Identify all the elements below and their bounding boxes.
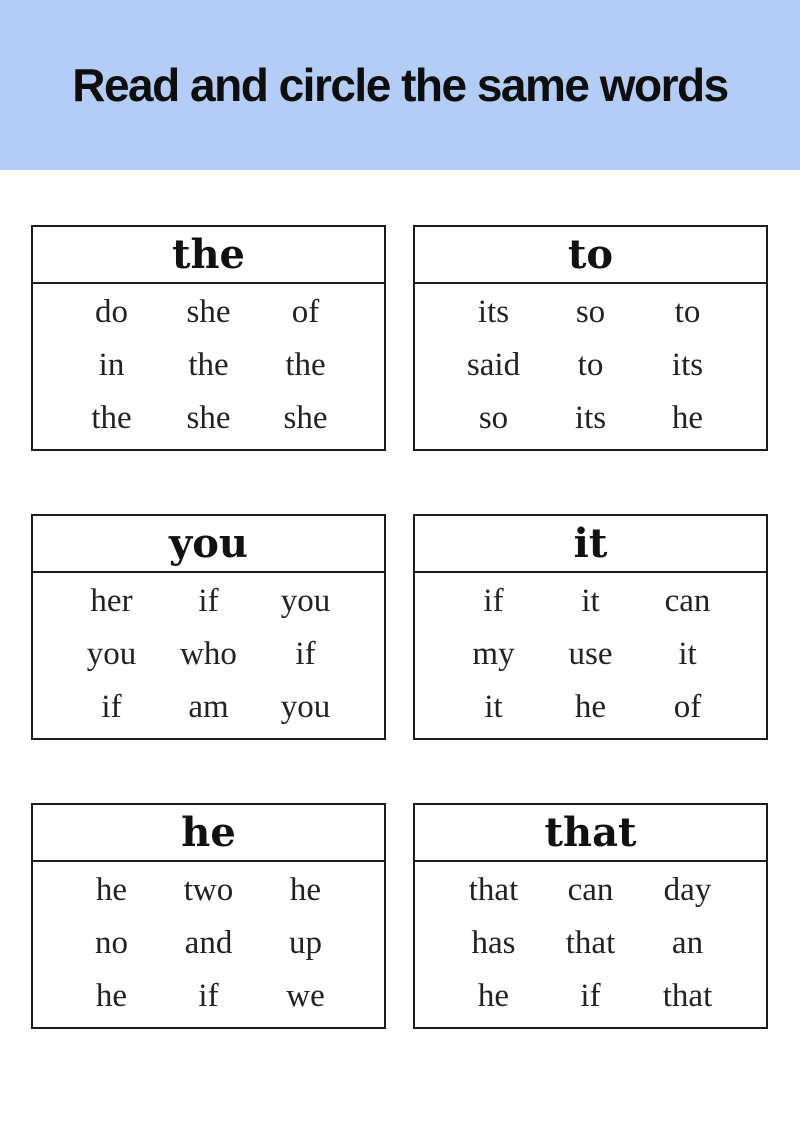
- target-word-header: [415, 227, 766, 284]
- word-grid: [33, 284, 384, 449]
- word-grid: [415, 573, 766, 738]
- word-cell[interactable]: if: [483, 583, 504, 619]
- word-cell[interactable]: no: [95, 925, 128, 961]
- word-cell[interactable]: if: [198, 583, 219, 619]
- word-cell[interactable]: he: [671, 400, 704, 436]
- word-cell[interactable]: do: [95, 294, 128, 330]
- word-cell[interactable]: who: [180, 636, 237, 672]
- word-cell[interactable]: an: [671, 925, 704, 961]
- word-cell[interactable]: use: [568, 636, 613, 672]
- word-cell[interactable]: am: [188, 689, 229, 725]
- word-cell[interactable]: he: [477, 978, 510, 1014]
- word-cell[interactable]: in: [98, 347, 125, 383]
- word-cell[interactable]: if: [101, 689, 122, 725]
- page-title: Read and circle the same words: [72, 59, 728, 111]
- word-cell[interactable]: that: [565, 925, 616, 961]
- word-cell[interactable]: the: [91, 400, 132, 436]
- word-cell[interactable]: up: [289, 925, 322, 961]
- word-grid: [415, 284, 766, 449]
- word-cell[interactable]: you: [86, 636, 137, 672]
- word-cell[interactable]: can: [664, 583, 711, 619]
- word-cell[interactable]: the: [188, 347, 229, 383]
- word-cell[interactable]: of: [291, 294, 320, 330]
- word-cell[interactable]: he: [95, 872, 128, 908]
- word-cell[interactable]: her: [90, 583, 133, 619]
- word-cell[interactable]: it: [678, 636, 697, 672]
- word-cell[interactable]: if: [295, 636, 316, 672]
- target-word: that: [544, 808, 637, 856]
- target-word-header: [415, 516, 766, 573]
- word-cell[interactable]: day: [663, 872, 712, 908]
- word-cell[interactable]: you: [280, 689, 331, 725]
- word-cell[interactable]: that: [662, 978, 713, 1014]
- word-grid: [415, 862, 766, 1027]
- word-cell[interactable]: and: [184, 925, 233, 961]
- target-word: you: [168, 519, 248, 567]
- word-cell[interactable]: has: [471, 925, 516, 961]
- word-cell[interactable]: he: [95, 978, 128, 1014]
- word-cell[interactable]: its: [671, 347, 704, 383]
- target-word-header: [33, 805, 384, 862]
- word-boxes-grid: [0, 170, 800, 1029]
- target-word: the: [171, 230, 245, 278]
- word-cell[interactable]: she: [186, 400, 231, 436]
- word-box: [31, 225, 386, 451]
- word-box: [31, 803, 386, 1029]
- word-cell[interactable]: my: [472, 636, 515, 672]
- title-banner: [0, 0, 800, 170]
- word-cell[interactable]: said: [466, 347, 521, 383]
- word-box: [413, 514, 768, 740]
- word-cell[interactable]: that: [468, 872, 519, 908]
- word-box: [413, 803, 768, 1029]
- word-box: [31, 514, 386, 740]
- word-cell[interactable]: to: [577, 347, 604, 383]
- word-cell[interactable]: to: [674, 294, 701, 330]
- word-cell[interactable]: she: [186, 294, 231, 330]
- word-cell[interactable]: it: [581, 583, 600, 619]
- target-word: it: [573, 519, 608, 567]
- target-word-header: [33, 227, 384, 284]
- word-cell[interactable]: so: [478, 400, 509, 436]
- word-cell[interactable]: its: [574, 400, 607, 436]
- word-cell[interactable]: you: [280, 583, 331, 619]
- word-grid: [33, 573, 384, 738]
- word-cell[interactable]: its: [477, 294, 510, 330]
- word-box: [413, 225, 768, 451]
- word-cell[interactable]: if: [198, 978, 219, 1014]
- word-cell[interactable]: the: [285, 347, 326, 383]
- word-cell[interactable]: he: [574, 689, 607, 725]
- word-cell[interactable]: it: [484, 689, 503, 725]
- word-cell[interactable]: so: [575, 294, 606, 330]
- word-cell[interactable]: if: [580, 978, 601, 1014]
- target-word: he: [181, 808, 236, 856]
- word-cell[interactable]: we: [286, 978, 325, 1014]
- word-cell[interactable]: of: [673, 689, 702, 725]
- word-cell[interactable]: can: [567, 872, 614, 908]
- word-cell[interactable]: she: [283, 400, 328, 436]
- word-cell[interactable]: he: [289, 872, 322, 908]
- target-word: to: [567, 230, 614, 278]
- word-grid: [33, 862, 384, 1027]
- target-word-header: [415, 805, 766, 862]
- word-cell[interactable]: two: [183, 872, 234, 908]
- target-word-header: [33, 516, 384, 573]
